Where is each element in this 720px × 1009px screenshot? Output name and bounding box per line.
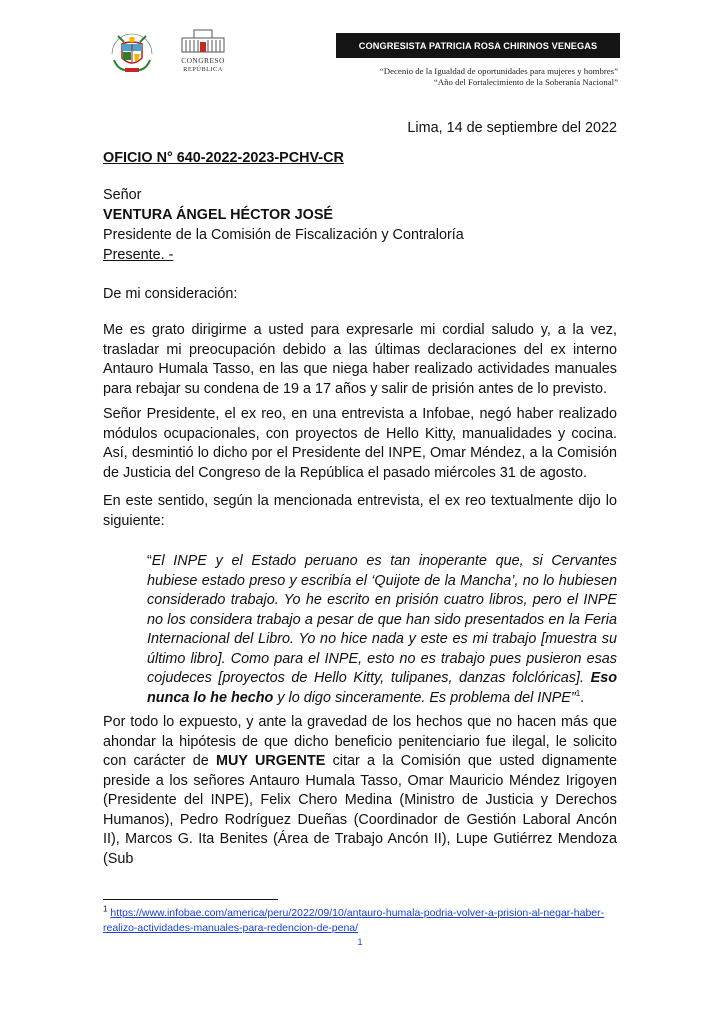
paragraph-4-start: Por todo lo expuesto, y ante la gravedad de los hechos que no hacen más que ahondar la hipótesis de que dicho beneficio penitenciario fue ilegal, le solicito con carácter de [103, 714, 617, 769]
congreso-logo [176, 28, 230, 80]
quote-main-text: El INPE y el Estado peruano es tan inoperante que, si Cervantes hubiese estado preso y escribía el ‘Quijote de la Mancha’, no lo hubiesen considerado trabajo. Yo he escrito en prisión cuatro libros, pero el INPE no los considera trabajo a pesar de que han sido presentados en la Feria Internacional del Libro. Yo no hice nada y este es mi trabajo [muestra su último libro]. Como para el INPE, esto no es trabajo pues pusieron esas cojudeces [proyectos de Hello Kitty, tulipanes, danzas folclóricas]. [147, 553, 617, 686]
year-motto: “Año del Fortalecimiento de la Soberanía Nacional” [433, 77, 618, 87]
footnote-divider [103, 899, 278, 900]
page-number: 1 [357, 937, 363, 947]
paragraph-4-end: citar a la Comisión que usted dignamente preside a los señores Antauro Humala Tasso, Omar Mauricio Méndez Irigoyen (Presidente del INPE), Felix Chero Medina (Ministro de Justicia y Derechos Humanos), Pedro Rodríguez Dueñas (Coordinador de Gestión Laboral Ancón II), Marcos G. Ita Benites (Área de Trabajo Ancón II), Lupe Gutiérrez Mendoza (Sub [103, 753, 617, 867]
oficio-number: OFICIO N° 640-2022-2023-PCHV-CR [103, 150, 344, 166]
addressee-name: VENTURA ÁNGEL HÉCTOR JOSÉ [103, 207, 334, 223]
quote-tail: . [580, 689, 585, 706]
congress-building-icon [180, 28, 226, 54]
footnote-link[interactable]: https://www.infobae.com/america/peru/2022/09/10/antauro-humala-podria-volver-a-prision-al-negar-haber-realizo-actividades-manuales-para-redencion-de-pena/ [103, 907, 605, 934]
greeting: De mi consideración: [103, 286, 238, 302]
decade-motto: “Decenio de la Igualdad de oportunidades para mujeres y hombres” [379, 66, 618, 76]
footnote-ref[interactable]: 1 [575, 688, 581, 698]
footnote [103, 906, 623, 936]
interview-quote [147, 552, 617, 708]
paragraph-4 [103, 713, 617, 869]
congreso-text: CONGRESO [181, 56, 225, 65]
quote-bold-text: Eso nunca lo he hecho [147, 670, 618, 706]
letter-date: Lima, 14 de septiembre del 2022 [407, 120, 617, 136]
presente-label: Presente. - [103, 247, 174, 263]
salutation: Señor [103, 187, 142, 203]
peru-coat-of-arms-logo [104, 24, 160, 80]
addressee-position: Presidente de la Comisión de Fiscalización y Contraloría [103, 227, 464, 243]
quote-end-text: y lo digo sinceramente. Es problema del INPE” [277, 689, 576, 706]
addressee-block [103, 186, 464, 266]
paragraph-3: En este sentido, según la mencionada entrevista, el ex reo textualmente dijo lo siguiente: [103, 493, 617, 529]
republica-text: REPÚBLICA [183, 66, 223, 73]
paragraph-2: Señor Presidente, el ex reo, en una entrevista a Infobae, negó haber realizado módulos ocupacionales, con proyectos de Hello Kitty, manualidades y cocina. Así, desmintió lo dicho por el Presidente del INPE, Omar Méndez, a la Comisión de Justicia del Congreso de la República el pasado miércoles 31 de agosto. [103, 406, 617, 481]
footnote-number: 1 [103, 904, 108, 914]
congresista-banner: CONGRESISTA PATRICIA ROSA CHIRINOS VENEGAS [336, 33, 620, 58]
quote-open-mark: “ [147, 553, 152, 569]
muy-urgente-text: MUY URGENTE [216, 753, 326, 769]
paragraph-1: Me es grato dirigirme a usted para expresarle mi cordial saludo y, a la vez, trasladar mi preocupación debido a las últimas declaraciones del ex interno Antauro Humala Tasso, en las que niega haber realizado actividades manuales para rebajar su condena de 19 a 17 años y salir de prisión antes de lo previsto. [103, 322, 617, 397]
